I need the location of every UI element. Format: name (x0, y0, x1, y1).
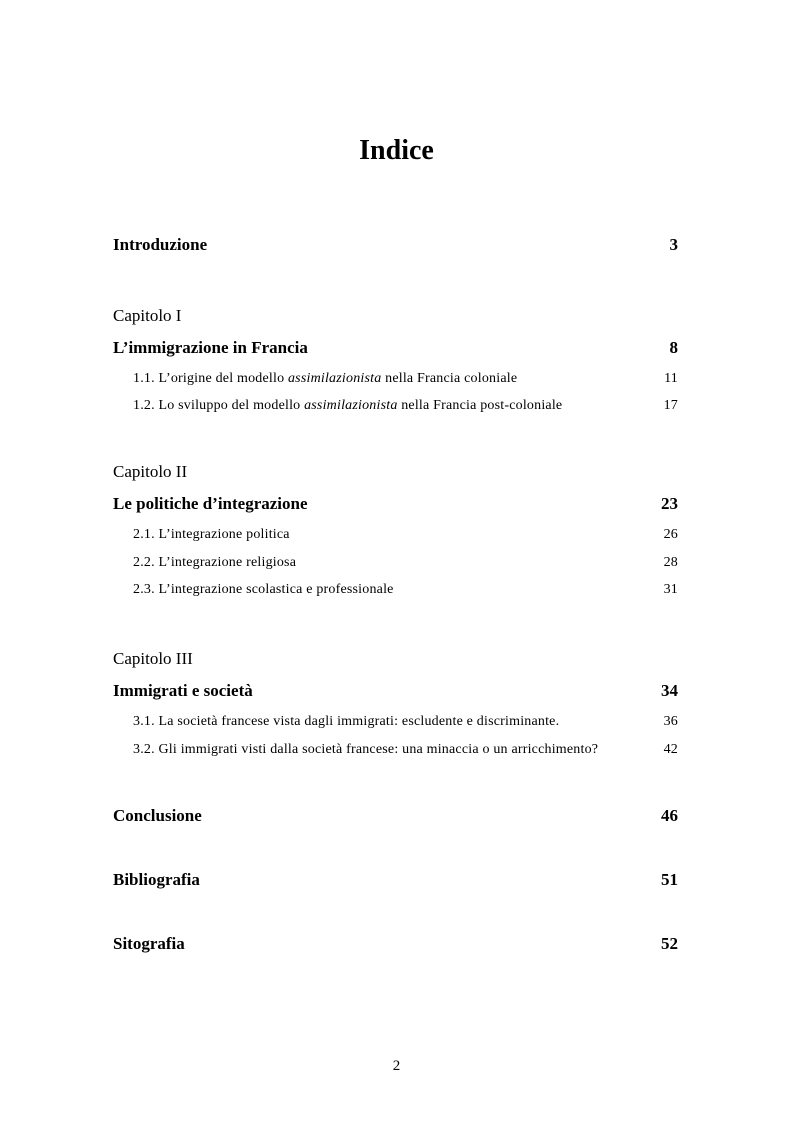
page-number: 2 (392, 1058, 401, 1074)
toc-entry-label: Immigrati e società (113, 681, 253, 700)
toc-entry-page: 8 (669, 338, 678, 357)
page-title: Indice (359, 135, 434, 166)
toc-entry-label: Introduzione (113, 235, 208, 254)
toc-entry-conclusione (113, 805, 678, 827)
toc-subentry-label: 3.2. Gli immigrati visti dalla società francese: una minaccia o un arricchimento? (133, 742, 599, 757)
toc-subentry-page: 42 (663, 742, 678, 757)
toc-subentry-label: 2.2. L’integrazione religiosa (133, 555, 297, 570)
chapter-heading-label: Capitolo I (113, 306, 182, 325)
toc-subentry-label: 2.3. L’integrazione scolastica e professionale (133, 582, 394, 597)
toc-entry-page: 3 (669, 235, 678, 254)
toc-subentry-page: 11 (664, 371, 678, 386)
toc-subentry-2-2 (133, 554, 678, 572)
chapter-heading-label: Capitolo III (113, 649, 193, 668)
chapter-heading-2 (113, 461, 678, 483)
toc-subentry-label: 1.2. Lo sviluppo del modello assimilazionista nella Francia post-coloniale (133, 398, 563, 413)
toc-subentry-1-1 (133, 370, 678, 388)
toc-entry-label: Bibliografia (113, 870, 200, 889)
toc-entry-label: Sitografia (113, 934, 185, 953)
chapter-heading-label: Capitolo II (113, 462, 188, 481)
toc-entry-page: 23 (661, 494, 678, 513)
toc-subentry-page: 17 (663, 398, 678, 413)
toc-entry-label: L’immigrazione in Francia (113, 338, 308, 357)
toc-subentry-page: 31 (663, 582, 678, 597)
toc-subentry-page: 26 (663, 527, 678, 542)
toc-entry-page: 52 (661, 934, 678, 953)
toc-entry-introduzione (113, 234, 678, 256)
toc-entry-label: Conclusione (113, 806, 202, 825)
toc-subentry-label: 3.1. La società francese vista dagli immigrati: escludente e discriminante. (133, 714, 560, 729)
toc-entry-chapter-3 (113, 680, 678, 702)
toc-subentry-2-3 (133, 581, 678, 599)
toc-entry-sitografia (113, 933, 678, 955)
chapter-heading-1 (113, 305, 678, 327)
toc-subentry-2-1 (133, 526, 678, 544)
toc-entry-bibliografia (113, 869, 678, 891)
toc-subentry-3-2 (133, 741, 678, 759)
toc-entry-chapter-2 (113, 493, 678, 515)
toc-subentry-3-1 (133, 713, 678, 731)
toc-subentry-1-2 (133, 397, 678, 415)
chapter-heading-3 (113, 648, 678, 670)
toc-entry-page: 51 (661, 870, 678, 889)
toc-subentry-label: 1.1. L’origine del modello assimilazionista nella Francia coloniale (133, 371, 518, 386)
toc-entry-chapter-1 (113, 337, 678, 359)
toc-entry-label: Le politiche d’integrazione (113, 494, 308, 513)
toc-entry-page: 46 (661, 806, 678, 825)
toc-entry-page: 34 (661, 681, 678, 700)
toc-subentry-page: 28 (663, 555, 678, 570)
toc-subentry-label: 2.1. L’integrazione politica (133, 527, 290, 542)
toc-subentry-page: 36 (663, 714, 678, 729)
